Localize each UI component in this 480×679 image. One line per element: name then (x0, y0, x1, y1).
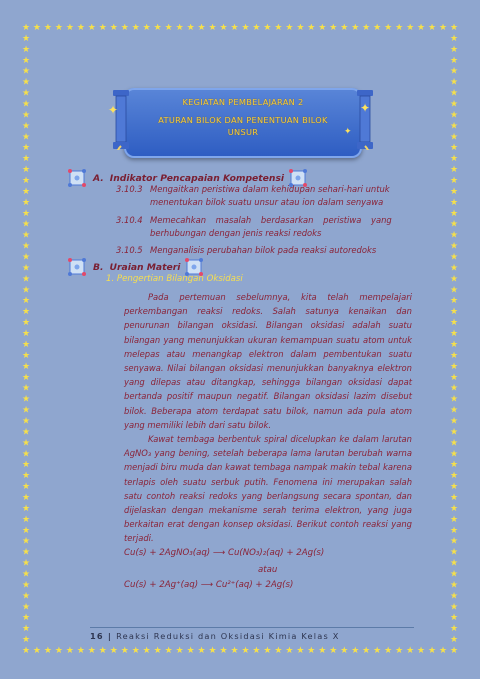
border-star-icon: ★ (351, 24, 360, 33)
border-star-icon: ★ (449, 219, 458, 230)
border-star-icon: ★ (22, 110, 31, 121)
border-star-icon: ★ (449, 44, 458, 55)
border-star-icon: ★ (449, 339, 458, 350)
border-star-icon: ★ (22, 536, 31, 547)
indicator-text-cont: menentukan bilok suatu unsur atau ion dalam senyawa (150, 197, 384, 207)
border-star-icon: ★ (22, 296, 31, 307)
border-star-icon: ★ (22, 613, 31, 624)
title-banner (108, 82, 374, 166)
border-star-icon: ★ (22, 44, 31, 55)
border-star-icon: ★ (22, 339, 31, 350)
border-star-icon: ★ (98, 646, 107, 655)
border-star-icon: ★ (22, 482, 31, 493)
section-b-letter: B. (93, 261, 104, 273)
border-star-icon: ★ (449, 372, 458, 383)
border-star-icon: ★ (22, 624, 31, 635)
border-star-icon: ★ (449, 274, 458, 285)
border-star-icon: ★ (417, 24, 426, 33)
border-star-icon: ★ (318, 646, 327, 655)
border-star-icon: ★ (449, 110, 458, 121)
border-star-icon: ★ (22, 318, 31, 329)
border-star-icon: ★ (197, 24, 206, 33)
border-star-icon: ★ (22, 99, 31, 110)
border-star-icon: ★ (22, 274, 31, 285)
border-star-icon: ★ (153, 24, 162, 33)
border-star-icon: ★ (449, 307, 458, 318)
border-star-icon: ★ (208, 24, 217, 33)
border-star-icon: ★ (142, 24, 151, 33)
border-star-icon: ★ (373, 24, 382, 33)
border-star-icon: ★ (109, 646, 118, 655)
border-star-icon: ★ (449, 165, 458, 176)
border-star-icon: ★ (186, 646, 195, 655)
border-star-icon: ★ (22, 88, 31, 99)
border-star-icon: ★ (449, 318, 458, 329)
border-star-icon: ★ (449, 416, 458, 427)
border-star-icon: ★ (22, 602, 31, 613)
border-star-icon: ★ (449, 591, 458, 602)
border-star-icon: ★ (22, 492, 31, 503)
border-star-icon: ★ (22, 580, 31, 591)
border-star-icon: ★ (449, 471, 458, 482)
border-star-icon: ★ (32, 24, 42, 33)
border-star-icon: ★ (22, 121, 31, 132)
border-star-icon: ★ (22, 591, 31, 602)
border-star-icon: ★ (449, 547, 458, 558)
border-star-icon: ★ (22, 558, 31, 569)
border-star-icon: ★ (449, 569, 458, 580)
border-star-icon: ★ (384, 646, 393, 655)
border-star-icon: ★ (22, 525, 31, 536)
border-star-icon: ★ (307, 646, 316, 655)
border-star-icon: ★ (449, 646, 458, 655)
border-star-icon: ★ (362, 24, 371, 33)
footer-title: Reaksi Reduksi dan Oksidasi Kimia Kelas X (116, 631, 340, 641)
indicator-number: 3.10.4 (116, 215, 143, 225)
border-star-icon: ★ (252, 646, 261, 655)
border-star-icon: ★ (449, 143, 458, 154)
border-star-icon: ★ (395, 646, 404, 655)
border-star-icon: ★ (449, 33, 458, 44)
border-star-icon: ★ (43, 646, 52, 655)
border-star-icon: ★ (219, 24, 228, 33)
border-star-icon: ★ (449, 66, 458, 77)
border-star-icon: ★ (449, 536, 458, 547)
border-star-icon: ★ (219, 646, 228, 655)
border-star-icon: ★ (318, 24, 327, 33)
border-star-icon: ★ (417, 646, 426, 655)
border-star-icon: ★ (76, 646, 85, 655)
page-number: 16 (90, 631, 104, 641)
border-star-icon: ★ (340, 24, 349, 33)
border-star-icon: ★ (449, 427, 458, 438)
border-star-icon: ★ (22, 208, 31, 219)
indicator-text: Mengaitkan peristiwa dalam kehidupan sehari-hari untuk (150, 184, 390, 194)
border-star-icon: ★ (449, 99, 458, 110)
border-star-icon: ★ (384, 24, 393, 33)
border-star-icon: ★ (285, 646, 294, 655)
section-a-title: Indikator Pencapaian Kompetensi (109, 172, 285, 184)
border-star-icon: ★ (22, 503, 31, 514)
indicator-number: 3.10.3 (116, 184, 143, 194)
paragraph-2: Kawat tembaga berbentuk spiral dicelupkan ke dalam larutan AgNO₃ yang bening, setelah beberapa lama larutan berubah warna menjadi biru muda dan kawat tembaga nampak makin tebal karena terlapis oleh suatu serbuk putih. Fenomena ini merupakan salah satu contoh reaksi redoks yang berlangsung secara spontan, dan dijelaskan dengan mekanisme serah terima elektron, yang juga berkaitan erat dengan konsep oksidasi. Berikut contoh reaksi yang terjadi. (124, 434, 412, 544)
border-star-icon: ★ (406, 24, 415, 33)
border-star-icon: ★ (362, 646, 371, 655)
border-star-icon: ★ (449, 230, 458, 241)
border-star-icon: ★ (22, 154, 31, 165)
indicator-number: 3.10.5 (116, 245, 143, 255)
border-star-icon: ★ (22, 143, 31, 154)
border-star-icon: ★ (449, 263, 458, 274)
indicator-text: Menganalisis perubahan bilok pada reaksi autoredoks (150, 245, 377, 255)
border-star-icon: ★ (449, 186, 458, 197)
border-star-icon: ★ (449, 635, 458, 646)
border-star-icon: ★ (449, 252, 458, 263)
border-star-icon: ★ (120, 646, 129, 655)
border-star-icon: ★ (449, 176, 458, 187)
border-star-icon: ★ (449, 624, 458, 635)
banner-title-line-1: KEGIATAN PEMBELAJARAN 2 (182, 97, 304, 107)
indicator-text-cont: berhubungan dengan jenis reaksi redoks (150, 228, 322, 238)
border-star-icon: ★ (22, 24, 31, 33)
border-star-icon: ★ (22, 263, 31, 274)
border-star-icon: ★ (109, 24, 118, 33)
border-star-icon: ★ (449, 449, 458, 460)
border-star-icon: ★ (241, 646, 250, 655)
border-star-icon: ★ (329, 24, 338, 33)
subheading-bilangan-oksidasi: 1. Pengertian Bilangan Oksidasi (106, 274, 243, 284)
border-star-icon: ★ (351, 646, 360, 655)
border-star-icon: ★ (175, 646, 184, 655)
border-star-icon: ★ (76, 24, 85, 33)
border-star-icon: ★ (22, 405, 31, 416)
border-star-icon: ★ (22, 416, 31, 427)
border-star-icon: ★ (22, 55, 31, 66)
indicator-item (116, 214, 392, 240)
border-star-icon: ★ (22, 438, 31, 449)
border-star-icon: ★ (230, 646, 239, 655)
border-star-icon: ★ (449, 132, 458, 143)
border-star-icon: ★ (449, 580, 458, 591)
diamond-frame-icon (67, 168, 87, 188)
border-star-icon: ★ (22, 241, 31, 252)
border-star-icon: ★ (449, 602, 458, 613)
border-star-icon: ★ (22, 361, 31, 372)
border-star-icon: ★ (449, 492, 458, 503)
border-star-icon: ★ (22, 197, 31, 208)
border-star-icon: ★ (98, 24, 107, 33)
border-star-icon: ★ (22, 176, 31, 187)
border-star-icon: ★ (22, 66, 31, 77)
border-star-icon: ★ (22, 186, 31, 197)
border-star-icon: ★ (22, 471, 31, 482)
border-star-icon: ★ (22, 329, 31, 340)
border-star-icon: ★ (449, 613, 458, 624)
border-star-icon: ★ (22, 252, 31, 263)
border-star-icon: ★ (449, 77, 458, 88)
border-star-icon: ★ (449, 383, 458, 394)
footer: 16 | Reaksi Reduksi dan Oksidasi Kimia Kelas X (90, 631, 340, 641)
border-star-icon: ★ (296, 646, 305, 655)
border-star-icon: ★ (241, 24, 250, 33)
border-star-icon: ★ (22, 460, 31, 471)
border-star-icon: ★ (22, 230, 31, 241)
border-star-icon: ★ (120, 24, 129, 33)
border-star-icon: ★ (22, 33, 31, 44)
border-star-icon: ★ (395, 24, 404, 33)
border-star-icon: ★ (142, 646, 151, 655)
border-star-icon: ★ (449, 296, 458, 307)
sparkle-icon: ✦ (344, 127, 352, 137)
border-star-icon: ★ (230, 24, 239, 33)
border-star-icon: ★ (449, 525, 458, 536)
border-star-icon: ★ (274, 646, 283, 655)
border-star-icon: ★ (131, 646, 140, 655)
border-star-icon: ★ (296, 24, 305, 33)
border-star-icon: ★ (406, 646, 415, 655)
border-star-icon: ★ (449, 197, 458, 208)
footer-rule (90, 627, 414, 628)
border-star-icon: ★ (449, 329, 458, 340)
border-star-icon: ★ (22, 372, 31, 383)
border-star-icon: ★ (164, 646, 173, 655)
border-star-icon: ★ (263, 646, 272, 655)
border-star-icon: ★ (449, 208, 458, 219)
border-star-icon: ★ (329, 646, 338, 655)
section-a-letter: A. (93, 172, 104, 184)
border-star-icon: ★ (22, 635, 31, 646)
border-star-icon: ★ (449, 503, 458, 514)
border-star-icon: ★ (438, 24, 448, 33)
indicator-item (116, 244, 376, 257)
border-star-icon: ★ (449, 405, 458, 416)
border-star-icon: ★ (438, 646, 448, 655)
sparkle-icon: ✦ (360, 101, 371, 115)
border-star-icon: ★ (449, 460, 458, 471)
border-star-icon: ★ (449, 285, 458, 296)
border-star-icon: ★ (449, 482, 458, 493)
border-star-icon: ★ (274, 24, 283, 33)
border-star-icon: ★ (449, 558, 458, 569)
border-star-icon: ★ (153, 646, 162, 655)
border-star-icon: ★ (449, 88, 458, 99)
border-star-icon: ★ (175, 24, 184, 33)
border-star-icon: ★ (449, 361, 458, 372)
border-star-icon: ★ (54, 24, 63, 33)
border-star-icon: ★ (65, 24, 74, 33)
border-star-icon: ★ (449, 24, 458, 33)
equation-2: Cu(s) + 2Ag⁺(aq) ⟶ Cu²⁺(aq) + 2Ag(s) (124, 580, 294, 590)
diamond-frame-icon (67, 257, 87, 277)
border-star-icon: ★ (22, 514, 31, 525)
border-star-icon: ★ (22, 350, 31, 361)
border-star-icon: ★ (186, 24, 195, 33)
border-star-icon: ★ (22, 427, 31, 438)
border-star-icon: ★ (131, 24, 140, 33)
border-star-icon: ★ (208, 646, 217, 655)
border-star-icon: ★ (428, 646, 437, 655)
banner-title-line-3: UNSUR (227, 127, 259, 137)
paragraph-1: Pada pertemuan sebelumnya, kita telah mempelajari perkembangan reaksi redoks. Salah satunya kenaikan dan penurunan bilangan oksidasi. Bilangan oksidasi adalah suatu bilangan yang menunjukkan ukuran kemampuan suatu atom untuk melepas atau menangkap elektron dalam pembentukan suatu senyawa. Nilai bilangan oksidasi menunjukkan banyaknya elektron yang dilepas atau ditangkap, sehingga bilangan oksidasi dapat bertanda positif maupun negatif. Bilangan oksidasi lazim disebut bilok. Beberapa atom terdapat satu bilok, namun ada pula atom yang memiliki lebih dari satu bilok. (124, 292, 412, 430)
border-star-icon: ★ (43, 24, 52, 33)
border-star-icon: ★ (22, 449, 31, 460)
border-star-icon: ★ (373, 646, 382, 655)
section-b-title: Uraian Materi (109, 261, 181, 273)
border-star-icon: ★ (263, 24, 272, 33)
border-star-icon: ★ (252, 24, 261, 33)
border-star-icon: ★ (32, 646, 42, 655)
indicator-text: Memecahkan masalah berdasarkan peristiwa yang (150, 215, 392, 225)
border-star-icon: ★ (65, 646, 74, 655)
border-star-icon: ★ (449, 121, 458, 132)
border-star-icon: ★ (449, 55, 458, 66)
border-star-icon: ★ (340, 646, 349, 655)
border-star-icon: ★ (449, 350, 458, 361)
border-star-icon: ★ (22, 383, 31, 394)
border-star-icon: ★ (22, 219, 31, 230)
border-star-icon: ★ (87, 646, 96, 655)
border-star-icon: ★ (449, 514, 458, 525)
border-star-icon: ★ (22, 646, 31, 655)
border-star-icon: ★ (22, 394, 31, 405)
border-star-icon: ★ (22, 165, 31, 176)
border-star-icon: ★ (428, 24, 437, 33)
border-star-icon: ★ (449, 241, 458, 252)
indicator-item (116, 183, 390, 209)
equation-1: Cu(s) + 2AgNO₃(aq) ⟶ Cu(NO₃)₂(aq) + 2Ag(s) (124, 548, 325, 558)
border-star-icon: ★ (285, 24, 294, 33)
border-star-icon: ★ (307, 24, 316, 33)
border-star-icon: ★ (22, 77, 31, 88)
border-star-icon: ★ (164, 24, 173, 33)
border-star-icon: ★ (22, 547, 31, 558)
border-star-icon: ★ (449, 394, 458, 405)
banner-title-line-2: ATURAN BILOK DAN PENENTUAN BILOK (158, 115, 328, 125)
border-star-icon: ★ (87, 24, 96, 33)
border-star-icon: ★ (449, 438, 458, 449)
border-star-icon: ★ (22, 307, 31, 318)
border-star-icon: ★ (197, 646, 206, 655)
border-star-icon: ★ (22, 569, 31, 580)
border-star-icon: ★ (449, 154, 458, 165)
border-star-icon: ★ (22, 285, 31, 296)
equation-separator: atau (258, 565, 278, 575)
border-star-icon: ★ (54, 646, 63, 655)
sparkle-icon: ✦ (108, 103, 119, 117)
border-star-icon: ★ (22, 132, 31, 143)
